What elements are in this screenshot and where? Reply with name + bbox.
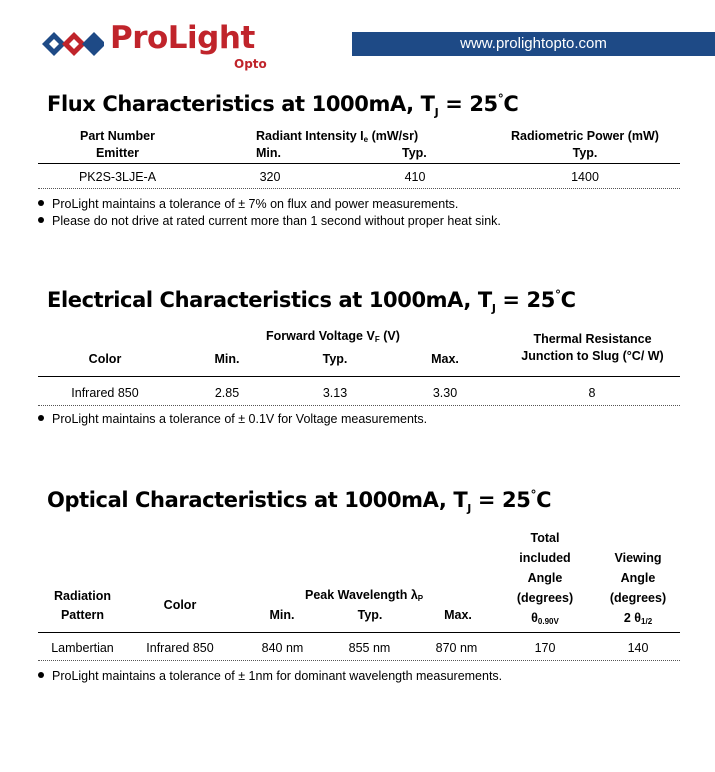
electrical-col-forward-voltage: Forward Voltage VF (V) [266, 329, 400, 344]
optical-col-total-angle: Total included Angle (degrees) θ0.90V [516, 531, 574, 626]
optical-col-peak-wavelength: Peak Wavelength λP [305, 588, 424, 603]
optical-row-divider [38, 660, 680, 661]
optical-col-typ: Typ. [357, 608, 383, 622]
flux-col-typ: Typ. [402, 146, 427, 160]
optical-col-viewing-angle: Viewing Angle (degrees) 2 θ1/2 [609, 551, 667, 626]
optical-col-max: Max. [444, 608, 472, 622]
electrical-col-max: Max. [431, 352, 459, 366]
optical-cell-color: Infrared 850 [146, 641, 214, 655]
website-url: www.prolightopto.com [460, 35, 607, 52]
prolight-logo [40, 20, 290, 75]
optical-cell-viewing-angle: 140 [627, 641, 649, 655]
bullet-icon [38, 200, 44, 206]
flux-col-part-number: Part Number Emitter [79, 129, 156, 160]
bullet-icon [38, 672, 44, 678]
optical-col-color: Color [163, 598, 197, 612]
electrical-note: ProLight maintains a tolerance of ± 0.1V for Voltage measurements. [38, 412, 427, 426]
flux-cell-typ: 410 [404, 170, 426, 184]
flux-section-title: Flux Characteristics at 1000mA, $T_J = 25^\circ C$ [47, 92, 519, 120]
electrical-col-thermal-resistance: Thermal Resistance Junction to Slug (°C/ W) [521, 332, 664, 363]
flux-cell-power: 1400 [571, 170, 599, 184]
optical-cell-total-angle: 170 [534, 641, 556, 655]
bullet-icon [38, 217, 44, 223]
optical-section-title: Optical Characteristics at 1000mA, $T_J = 25^\circ C$ [47, 488, 552, 516]
optical-header-rule [38, 632, 680, 633]
optical-cell-max: 870 nm [435, 641, 478, 655]
flux-col-radiant-intensity: Radiant Intensity Ie (mW/sr) [256, 129, 419, 144]
brand-subtitle: Opto [234, 57, 267, 71]
flux-header-rule [38, 163, 680, 164]
electrical-cell-typ: 3.13 [322, 386, 348, 400]
electrical-row-divider [38, 405, 680, 406]
electrical-cell-thermal: 8 [588, 386, 596, 400]
bullet-icon [38, 415, 44, 421]
flux-cell-part: PK2S-3LJE-A [78, 170, 157, 184]
flux-note: Please do not drive at rated current more than 1 second without proper heat sink. [38, 214, 501, 228]
optical-col-radiation-pattern: Radiation Pattern [54, 589, 111, 622]
optical-col-min: Min. [269, 608, 295, 622]
electrical-cell-min: 2.85 [214, 386, 240, 400]
flux-row-divider [38, 188, 680, 189]
electrical-col-color: Color [88, 352, 122, 366]
electrical-col-min: Min. [214, 352, 240, 366]
website-url-bar [352, 32, 715, 56]
electrical-cell-max: 3.30 [432, 386, 458, 400]
brand-name: ProLight [110, 20, 255, 56]
electrical-header-rule [38, 376, 680, 377]
electrical-col-typ: Typ. [322, 352, 348, 366]
optical-cell-typ: 855 nm [348, 641, 391, 655]
optical-cell-min: 840 nm [261, 641, 304, 655]
electrical-cell-color: Infrared 850 [71, 386, 139, 400]
flux-col-radiometric-power: Radiometric Power (mW) Typ. [511, 129, 659, 160]
optical-cell-pattern: Lambertian [51, 641, 114, 655]
flux-cell-min: 320 [259, 170, 281, 184]
optical-note: ProLight maintains a tolerance of ± 1nm for dominant wavelength measurements. [38, 669, 502, 683]
diamond-logo-icon [40, 24, 104, 64]
electrical-section-title: Electrical Characteristics at 1000mA, $T_J = 25^\circ C$ [47, 288, 576, 316]
flux-note: ProLight maintains a tolerance of ± 7% on flux and power measurements. [38, 197, 458, 211]
flux-col-min: Min. [256, 146, 281, 160]
